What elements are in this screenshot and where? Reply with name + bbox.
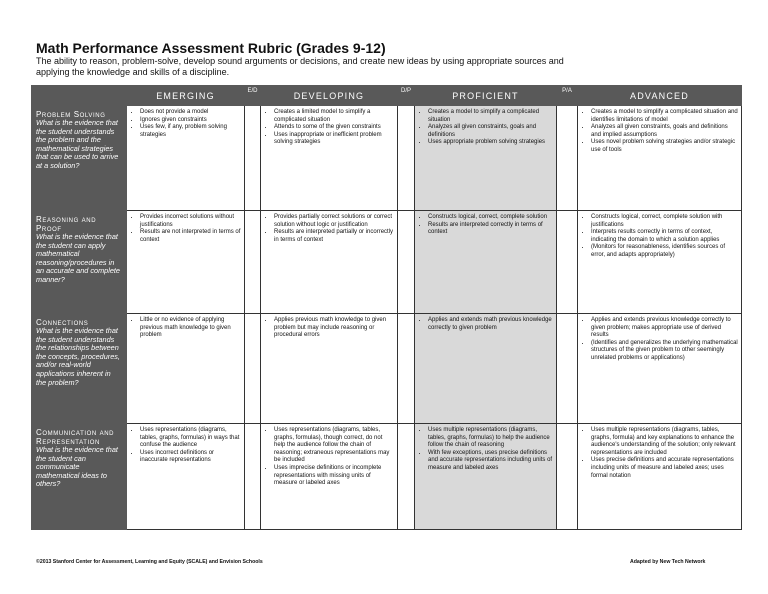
page-subtitle: The ability to reason, problem-solve, develop sound arguments or decisions, and create new ideas by using appropriate sources and applying the knowledge and skills of a discipline. — [36, 56, 564, 77]
advanced-cell — [578, 106, 742, 211]
page-title: Math Performance Assessment Rubric (Grades 9-12) — [36, 40, 386, 56]
score-ed-cell — [245, 424, 261, 530]
developing-cell — [261, 424, 398, 530]
emerging-list — [130, 317, 241, 340]
descriptor-item: • Results are interpreted correctly in terms of context — [428, 222, 553, 237]
score-dp-cell — [398, 424, 415, 530]
proficient-list — [418, 317, 553, 332]
descriptor-item: • Results are not interpreted in terms of context — [140, 229, 241, 244]
criterion-cell — [32, 106, 127, 211]
descriptor-item: • Creates a model to simplify a complicated situation — [428, 109, 553, 124]
descriptor-item: • Applies and extends math previous knowledge correctly to given problem — [428, 317, 553, 332]
developing-list — [264, 109, 394, 147]
developing-list — [264, 214, 394, 244]
rubric-row — [32, 424, 742, 530]
descriptor-item: • Results are interpreted partially or incorrectly in terms of context — [274, 229, 394, 244]
descriptor-item: • (Monitors for reasonableness, identifies sources of error, and adapts appropriately) — [591, 244, 738, 259]
proficient-cell — [415, 211, 557, 314]
criterion-name: Reasoning and Proof — [36, 215, 97, 233]
header-pa: P/A — [557, 86, 578, 106]
descriptor-item: • Uses multiple representations (diagrams, tables, graphs, formula) and key explanations to enhance the audience's understanding of the solution; only relevant representations are included — [591, 427, 738, 457]
criterion-question: What is the evidence that the student can communicate mathematical ideas to others? — [36, 445, 118, 489]
header-dp: D/P — [398, 86, 415, 106]
descriptor-item: • Attends to some of the given constraints — [274, 124, 394, 132]
emerging-cell — [127, 424, 245, 530]
descriptor-item: • With few exceptions, uses precise definitions and accurate representations including units of measure and labeled axes — [428, 450, 553, 473]
developing-cell — [261, 106, 398, 211]
proficient-list — [418, 427, 553, 473]
emerging-cell — [127, 106, 245, 211]
descriptor-item: • Uses inappropriate or inefficient problem solving strategies — [274, 132, 394, 147]
score-pa-cell — [557, 106, 578, 211]
rubric-row — [32, 106, 742, 211]
emerging-list — [130, 109, 241, 139]
criterion-name: Communication and Representation — [36, 428, 115, 446]
descriptor-item: • Analyzes all given constraints, goals and definitions and implied assumptions — [591, 124, 738, 139]
descriptor-item: • Uses novel problem solving strategies and/or strategic use of tools — [591, 139, 738, 154]
descriptor-item: • Ignores given constraints — [140, 117, 241, 125]
header-emerging: EMERGING — [127, 86, 245, 106]
descriptor-item: • Analyzes all given constraints, goals and definitions — [428, 124, 553, 139]
proficient-cell — [415, 106, 557, 211]
descriptor-item: • (Identifies and generalizes the underlying mathematical structures of the given problem to other seemingly unrelated problems or applications) — [591, 340, 738, 363]
descriptor-item: • Applies previous math knowledge to given problem but may include reasoning or procedural errors — [274, 317, 394, 340]
descriptor-item: • Creates a model to simplify a complicated situation and identifies limitations of model — [591, 109, 738, 124]
descriptor-item: • Creates a limited model to simplify a complicated situation — [274, 109, 394, 124]
developing-cell — [261, 314, 398, 424]
descriptor-item: • Does not provide a model — [140, 109, 241, 117]
score-pa-cell — [557, 424, 578, 530]
descriptor-item: • Provides partially correct solutions or correct solution without logic or justification — [274, 214, 394, 229]
advanced-cell — [578, 424, 742, 530]
rubric-row — [32, 211, 742, 314]
advanced-list — [581, 109, 738, 155]
criterion-question: What is the evidence that the student can apply mathematical reasoning/procedures in an accurate and complete manner? — [36, 232, 120, 284]
descriptor-item: • Provides incorrect solutions without justifications — [140, 214, 241, 229]
descriptor-item: • Uses precise definitions and accurate representations including units of measure and labeled axes; uses formal notation — [591, 457, 738, 480]
proficient-cell — [415, 424, 557, 530]
emerging-cell — [127, 211, 245, 314]
criterion-question: What is the evidence that the student understands the relationships between the concepts, procedures, and/or real-world applications inherent in the problem? — [36, 326, 120, 387]
footer-copyright: ©2013 Stanford Center for Assessment, Learning and Equity (SCALE) and Envision Schools — [36, 559, 263, 565]
descriptor-item: • Uses imprecise definitions or incomplete representations with missing units of measure or labeled axes — [274, 465, 394, 488]
developing-list — [264, 317, 394, 340]
emerging-list — [130, 427, 241, 465]
criterion-question: What is the evidence that the student understands the problem and the mathematical strategies that can be used to arrive at a solution? — [36, 118, 119, 170]
developing-list — [264, 427, 394, 488]
score-ed-cell — [245, 314, 261, 424]
footer-credit: Adapted by New Tech Network — [630, 559, 706, 565]
emerging-list — [130, 214, 241, 244]
score-pa-cell — [557, 211, 578, 314]
descriptor-item: • Little or no evidence of applying previous math knowledge to given problem — [140, 317, 241, 340]
score-dp-cell — [398, 211, 415, 314]
descriptor-item: • Uses representations (diagrams, tables, graphs, formulas), though correct, do not help the audience follow the chain of reasoning; extraneous representations may be included — [274, 427, 394, 465]
advanced-cell — [578, 211, 742, 314]
score-dp-cell — [398, 106, 415, 211]
score-ed-cell — [245, 106, 261, 211]
developing-cell — [261, 211, 398, 314]
criterion-cell — [32, 211, 127, 314]
header-proficient: PROFICIENT — [415, 86, 557, 106]
emerging-cell — [127, 314, 245, 424]
advanced-list — [581, 427, 738, 480]
criterion-cell — [32, 314, 127, 424]
header-ed: E/D — [245, 86, 261, 106]
header-developing: DEVELOPING — [261, 86, 398, 106]
descriptor-item: • Uses incorrect definitions or inaccurate representations — [140, 450, 241, 465]
score-dp-cell — [398, 314, 415, 424]
header-row — [32, 86, 742, 106]
descriptor-item: • Uses multiple representations (diagrams, tables, graphs, formulas) to help the audience follow the chain of reasoning — [428, 427, 553, 450]
rubric-table — [31, 85, 742, 530]
criterion-name: Connections — [36, 318, 89, 327]
proficient-cell — [415, 314, 557, 424]
score-pa-cell — [557, 314, 578, 424]
advanced-list — [581, 317, 738, 363]
criterion-cell — [32, 424, 127, 530]
advanced-list — [581, 214, 738, 260]
proficient-list — [418, 214, 553, 237]
descriptor-item: • Applies and extends previous knowledge correctly to given problem; makes appropriate use of derived results — [591, 317, 738, 340]
descriptor-item: • Constructs logical, correct, complete solution with justifications — [591, 214, 738, 229]
descriptor-item: • Interprets results correctly in terms of context, indicating the domain to which a solution applies — [591, 229, 738, 244]
descriptor-item: • Uses representations (diagrams, tables, graphs, formulas) in ways that confuse the audience — [140, 427, 241, 450]
descriptor-item: • Uses few, if any, problem solving strategies — [140, 124, 241, 139]
score-ed-cell — [245, 211, 261, 314]
descriptor-item: • Uses appropriate problem solving strategies — [428, 139, 553, 147]
proficient-list — [418, 109, 553, 147]
criterion-name: Problem Solving — [36, 110, 106, 119]
rubric-row — [32, 314, 742, 424]
advanced-cell — [578, 314, 742, 424]
header-blank — [32, 86, 127, 106]
descriptor-item: • Constructs logical, correct, complete solution — [428, 214, 553, 222]
header-advanced: ADVANCED — [578, 86, 742, 106]
